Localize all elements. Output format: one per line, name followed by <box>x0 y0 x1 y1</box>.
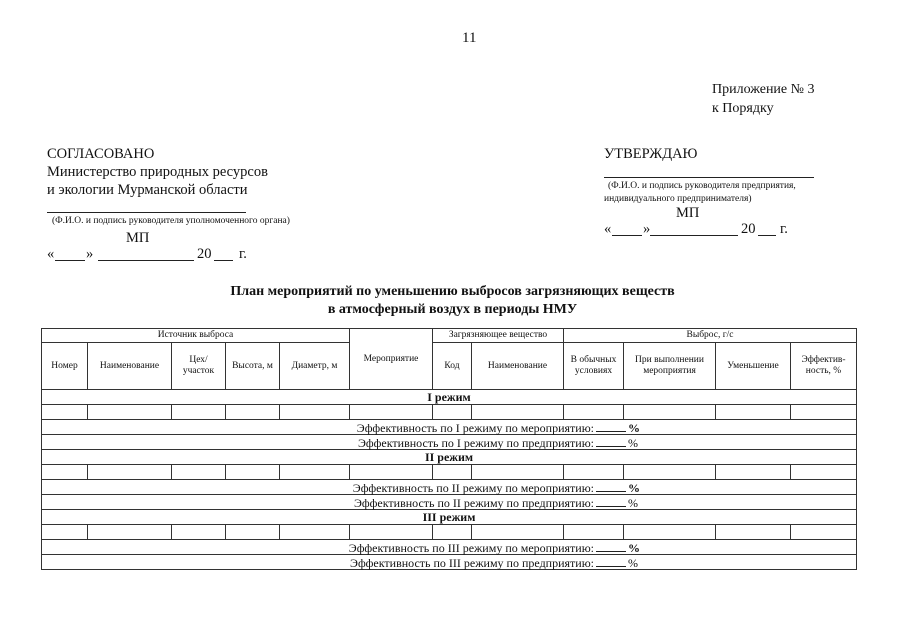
cell-workshop[interactable] <box>172 405 226 420</box>
appendix-line-2: к Порядку <box>712 101 774 116</box>
title-line-2: в атмосферный воздух в периоды НМУ <box>327 302 578 317</box>
approve-stamp: МП <box>676 205 700 221</box>
efficiency-measure-blank[interactable] <box>596 541 626 552</box>
cell-code[interactable] <box>433 405 472 420</box>
efficiency-enterprise-label: Эффективность по II режиму по предприятию: <box>354 495 594 510</box>
approve-year-suffix: г. <box>780 221 788 237</box>
approve-date-open: « <box>604 221 612 237</box>
cell-pollutant-name[interactable] <box>472 405 564 420</box>
header-normal-conditions: В обычных условиях <box>564 343 624 390</box>
header-code: Код <box>433 343 472 390</box>
efficiency-enterprise-label: Эффективность по III режиму по предприятию: <box>350 555 594 570</box>
cell-efficiency[interactable] <box>791 525 857 540</box>
table-header-row-1 <box>42 329 857 343</box>
percent-sign: % <box>628 420 640 435</box>
efficiency-measure-label: Эффективность по III режиму по мероприятию: <box>348 540 594 555</box>
cell-reduction[interactable] <box>716 405 791 420</box>
mode-row <box>42 390 857 405</box>
agreed-signature-line <box>47 212 246 213</box>
agreed-month-blank <box>98 260 194 261</box>
cell-workshop[interactable] <box>172 525 226 540</box>
approve-day-blank <box>612 235 642 236</box>
mode-title: I режим <box>42 390 857 405</box>
header-efficiency: Эффектив-ность, % <box>791 343 857 390</box>
header-emission-group: Выброс, г/с <box>564 329 857 343</box>
table-header-row-2 <box>42 343 857 390</box>
approve-signature-line <box>604 177 814 178</box>
percent-sign: % <box>628 495 638 510</box>
agreed-signature-caption: (Ф.И.О. и подпись руководителя уполномоченного органа) <box>52 216 290 226</box>
header-number: Номер <box>42 343 88 390</box>
efficiency-measure-blank[interactable] <box>596 421 626 432</box>
cell-normal[interactable] <box>564 525 624 540</box>
cell-number[interactable] <box>42 465 88 480</box>
cell-diameter[interactable] <box>280 405 350 420</box>
approve-signature-caption-1: (Ф.И.О. и подпись руководителя предприятия, <box>608 181 796 191</box>
cell-measure[interactable] <box>350 405 433 420</box>
percent-sign: % <box>628 435 638 450</box>
agreed-org-line-2: и экологии Мурманской области <box>47 182 248 198</box>
cell-source-name[interactable] <box>88 465 172 480</box>
page-number: 11 <box>462 30 477 46</box>
percent-sign: % <box>628 540 640 555</box>
cell-pollutant-name[interactable] <box>472 525 564 540</box>
cell-height[interactable] <box>226 405 280 420</box>
header-measure: Мероприятие <box>350 329 433 390</box>
agreed-date-open: « <box>47 246 55 262</box>
header-pollutant-name: Наименование <box>472 343 564 390</box>
cell-workshop[interactable] <box>172 465 226 480</box>
table-row <box>42 405 857 420</box>
header-diameter: Диаметр, м <box>280 343 350 390</box>
cell-code[interactable] <box>433 525 472 540</box>
approve-signature-caption-2: индивидуального предпринимателя) <box>604 194 752 204</box>
measures-table <box>41 328 857 570</box>
mode-title: II режим <box>42 450 857 465</box>
cell-source-name[interactable] <box>88 525 172 540</box>
approve-year-prefix: 20 <box>741 221 756 237</box>
table-row <box>42 465 857 480</box>
cell-height[interactable] <box>226 525 280 540</box>
document-title <box>0 283 905 319</box>
header-source-name: Наименование <box>88 343 172 390</box>
mode-row <box>42 450 857 465</box>
cell-measure[interactable] <box>350 525 433 540</box>
cell-efficiency[interactable] <box>791 465 857 480</box>
title-line-1: План мероприятий по уменьшению выбросов загрязняющих веществ <box>230 284 675 299</box>
efficiency-enterprise-blank[interactable] <box>596 556 626 567</box>
percent-sign: % <box>628 555 638 570</box>
cell-source-name[interactable] <box>88 405 172 420</box>
table-row <box>42 525 857 540</box>
efficiency-measure-row <box>42 480 857 495</box>
agreed-heading: СОГЛАСОВАНО <box>47 146 155 162</box>
efficiency-enterprise-blank[interactable] <box>596 496 626 507</box>
approve-heading: УТВЕРЖДАЮ <box>604 146 698 162</box>
cell-pollutant-name[interactable] <box>472 465 564 480</box>
cell-number[interactable] <box>42 405 88 420</box>
efficiency-measure-row <box>42 420 857 435</box>
cell-with-measure[interactable] <box>624 465 716 480</box>
cell-diameter[interactable] <box>280 525 350 540</box>
approve-date-close: » <box>643 221 651 237</box>
efficiency-enterprise-label: Эффективность по I режиму по предприятию: <box>358 435 594 450</box>
efficiency-measure-row <box>42 540 857 555</box>
agreed-year-prefix: 20 <box>197 246 212 262</box>
efficiency-measure-blank[interactable] <box>596 481 626 492</box>
efficiency-enterprise-row <box>42 435 857 450</box>
header-with-measure: При выполнении мероприятия <box>624 343 716 390</box>
agreed-org-line-1: Министерство природных ресурсов <box>47 164 268 180</box>
agreed-year-blank <box>214 260 233 261</box>
agreed-year-suffix: г. <box>239 246 247 262</box>
agreed-date-close: » <box>86 246 94 262</box>
appendix-line-1: Приложение № 3 <box>712 82 815 97</box>
agreed-day-blank <box>55 260 85 261</box>
mode-title: III режим <box>42 510 857 525</box>
header-pollutant-group: Загрязняющее вещество <box>433 329 564 343</box>
cell-diameter[interactable] <box>280 465 350 480</box>
header-height: Высота, м <box>226 343 280 390</box>
agreed-stamp: МП <box>126 230 150 246</box>
cell-height[interactable] <box>226 465 280 480</box>
approve-year-blank <box>758 235 776 236</box>
efficiency-measure-label: Эффективность по II режиму по мероприятию: <box>352 480 594 495</box>
cell-code[interactable] <box>433 465 472 480</box>
efficiency-measure-label: Эффективность по I режиму по мероприятию: <box>356 420 594 435</box>
cell-normal[interactable] <box>564 465 624 480</box>
cell-reduction[interactable] <box>716 525 791 540</box>
cell-with-measure[interactable] <box>624 405 716 420</box>
efficiency-enterprise-row <box>42 555 857 570</box>
cell-with-measure[interactable] <box>624 525 716 540</box>
cell-measure[interactable] <box>350 465 433 480</box>
appendix-reference <box>712 80 815 118</box>
efficiency-enterprise-blank[interactable] <box>596 436 626 447</box>
mode-row <box>42 510 857 525</box>
header-workshop: Цех/ участок <box>172 343 226 390</box>
header-reduction: Уменьшение <box>716 343 791 390</box>
header-source-group: Источник выброса <box>42 329 350 343</box>
cell-number[interactable] <box>42 525 88 540</box>
approve-month-blank <box>650 235 738 236</box>
percent-sign: % <box>628 480 640 495</box>
cell-normal[interactable] <box>564 405 624 420</box>
cell-efficiency[interactable] <box>791 405 857 420</box>
efficiency-enterprise-row <box>42 495 857 510</box>
cell-reduction[interactable] <box>716 465 791 480</box>
